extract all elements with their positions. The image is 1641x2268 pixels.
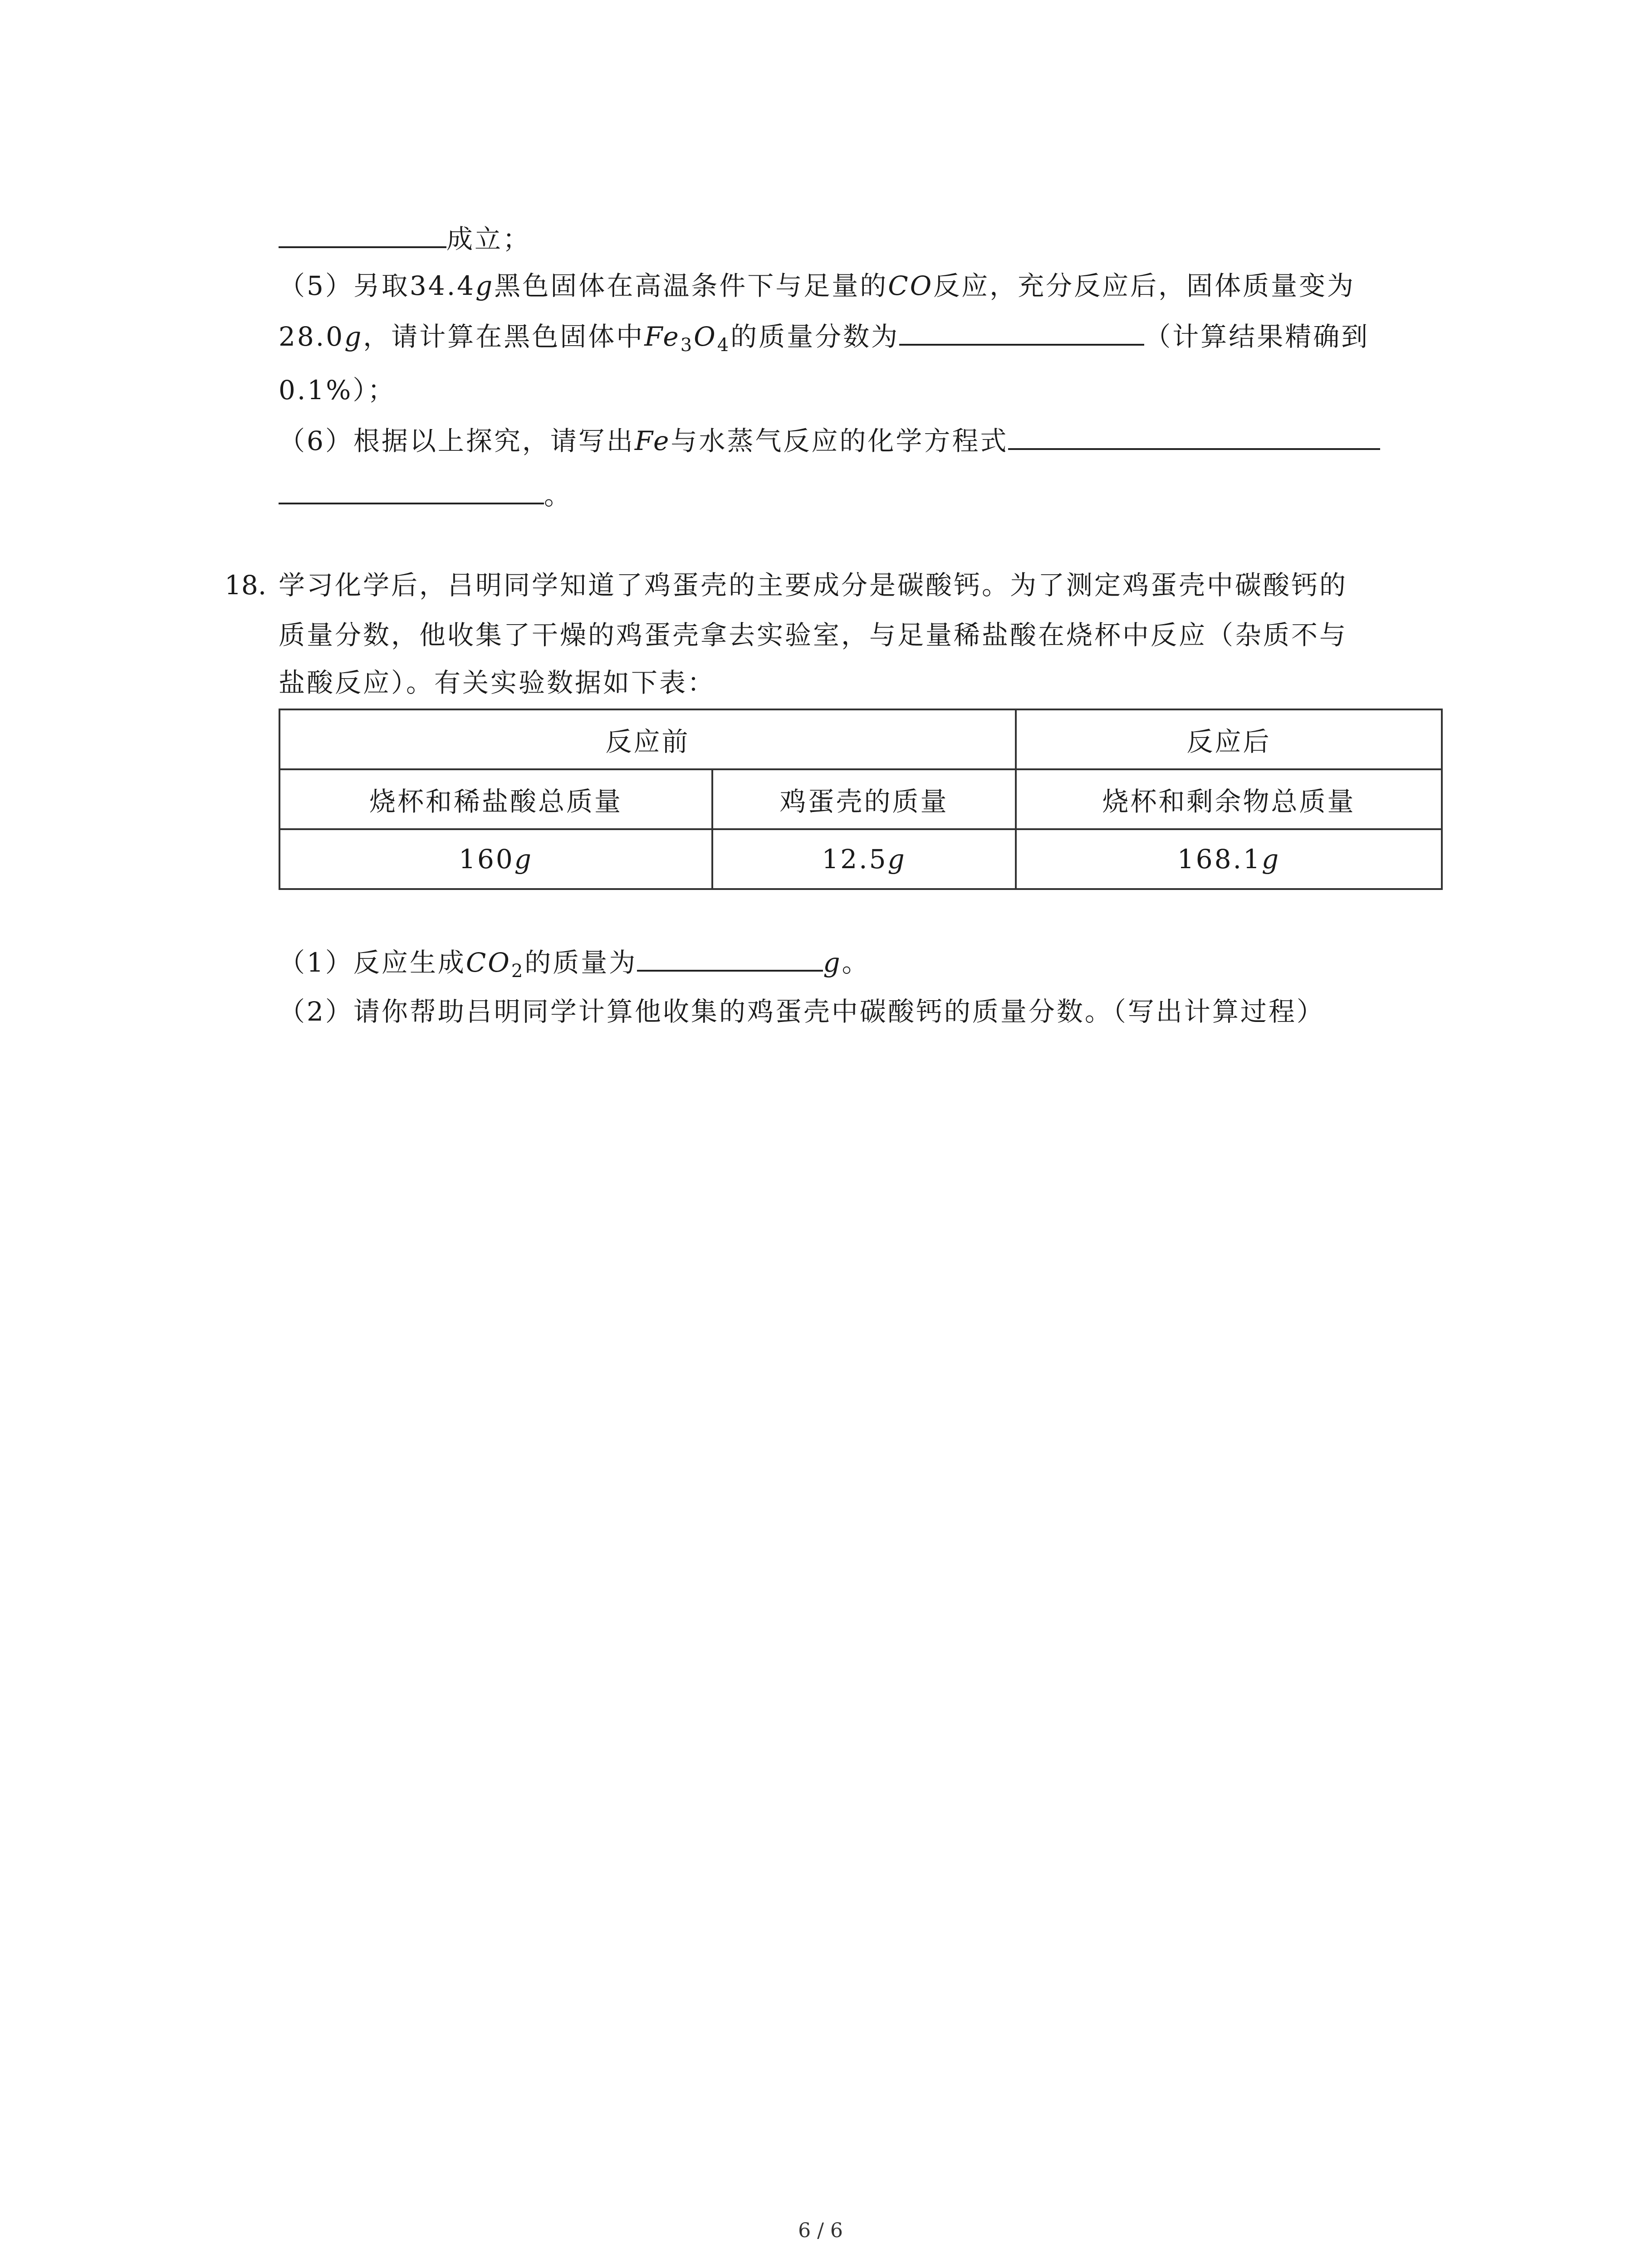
page-number: 6 / 6: [798, 2219, 843, 2242]
answer-blank[interactable]: [279, 476, 544, 504]
q17-part5-line1: （5）另取34.4g黑色固体在高温条件下与足量的CO反应，充分反应后，固体质量变为: [279, 270, 1356, 301]
header-before-reaction: 反应前: [279, 709, 1016, 769]
answer-blank[interactable]: [637, 943, 823, 972]
q18-sub1: （1）反应生成$CO_2$的质量为 g。: [279, 943, 870, 981]
answer-blank[interactable]: [1008, 422, 1380, 450]
answer-blank[interactable]: [899, 318, 1144, 346]
table-cell: 12.5g: [712, 829, 1016, 889]
q17-part5-line3: 0.1%）；: [279, 375, 396, 406]
column-header: 烧杯和稀盐酸总质量: [279, 769, 712, 829]
experiment-data-table: [279, 709, 1443, 890]
answer-blank[interactable]: [279, 220, 446, 248]
table-row: [279, 709, 1442, 769]
q18-stem-line3: 盐酸反应）。有关实验数据如下表：: [279, 667, 716, 698]
table-row: [279, 829, 1442, 889]
table-row: [279, 769, 1442, 829]
q17-line-established: 成立；: [279, 220, 531, 257]
q18-stem-line1: 学习化学后，吕明同学知道了鸡蛋壳的主要成分是碳酸钙。为了测定鸡蛋壳中碳酸钙的: [279, 570, 1348, 601]
question-number: 18.: [225, 570, 267, 601]
table-cell: 160g: [279, 829, 712, 889]
q18-sub2: （2）请你帮助吕明同学计算他收集的鸡蛋壳中碳酸钙的质量分数。（写出计算过程）: [279, 996, 1325, 1027]
column-header: 烧杯和剩余物总质量: [1016, 769, 1442, 829]
q17-part6-line2: 。: [279, 476, 572, 513]
q18-stem-line2: 质量分数，他收集了干燥的鸡蛋壳拿去实验室，与足量稀盐酸在烧杯中反应（杂质不与: [279, 620, 1348, 650]
table-cell: 168.1g: [1016, 829, 1442, 889]
header-after-reaction: 反应后: [1016, 709, 1442, 769]
q17-part5-line2: 28.0g，请计算在黑色固体中$Fe_3O_4$的质量分数为 （计算结果精确到: [279, 318, 1369, 355]
column-header: 鸡蛋壳的质量: [712, 769, 1016, 829]
q17-part6-line1: （6）根据以上探究，请写出Fe与水蒸气反应的化学方程式: [279, 422, 1380, 459]
